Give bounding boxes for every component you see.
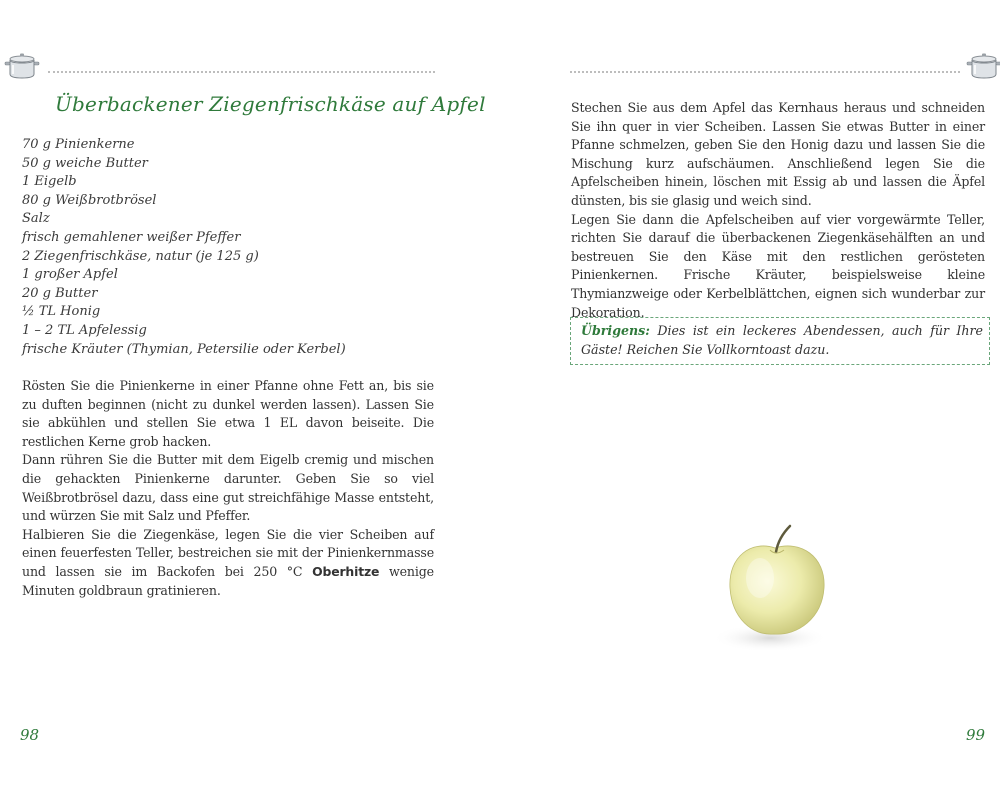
ingredient-item: 50 g weiche Butter bbox=[22, 155, 148, 171]
recipe-title: Überbackener Ziegenfrischkäse auf Apfel bbox=[55, 92, 486, 116]
right-page bbox=[500, 0, 1000, 800]
ingredient-item: 20 g Butter bbox=[22, 285, 98, 301]
instruction-paragraph bbox=[22, 526, 434, 600]
instructions-right bbox=[571, 99, 985, 322]
page-number: 99 bbox=[966, 726, 986, 744]
page-number: 98 bbox=[20, 726, 40, 744]
ingredient-item: ½ TL Honig bbox=[22, 304, 101, 320]
ingredient-item: frisch gemahlener weißer Pfeffer bbox=[22, 229, 241, 245]
header-rule bbox=[48, 71, 435, 73]
instruction-text: wenige Minuten goldbraun gratinieren. bbox=[22, 563, 434, 598]
ingredient-list bbox=[22, 136, 346, 359]
ingredient-item: 80 g Weißbrotbrösel bbox=[22, 192, 157, 208]
instruction-text: Halbieren Sie die Ziegenkäse, legen Sie die vier Scheiben auf einen feuerfesten Teller, bestreichen sie mit der Pinienkernmasse und lassen sie im Backofen bei 250 °C bbox=[22, 526, 434, 579]
ingredient-item: 1 großer Apfel bbox=[22, 267, 118, 283]
ingredient-item: 1 Eigelb bbox=[22, 174, 77, 190]
tip-text: Dies ist ein leckeres Abendessen, auch für Ihre Gäste! Reichen Sie Vollkorntoast dazu. bbox=[581, 323, 983, 357]
tip-label: Übrigens: bbox=[581, 323, 650, 338]
apple-illustration bbox=[700, 520, 850, 670]
cooking-pot-icon bbox=[4, 50, 40, 82]
instructions-left bbox=[22, 377, 434, 600]
instruction-bold-term: Oberhitze bbox=[312, 563, 380, 579]
ingredient-item: 1 – 2 TL Apfelessig bbox=[22, 322, 147, 338]
header-rule bbox=[570, 71, 960, 73]
ingredient-item: 70 g Pinienkerne bbox=[22, 137, 135, 152]
ingredient-item: frische Kräuter (Thymian, Petersilie oder Kerbel) bbox=[22, 341, 346, 357]
tip-box bbox=[570, 317, 990, 365]
ingredient-item: Salz bbox=[22, 211, 50, 227]
instruction-paragraph: Rösten Sie die Pinienkerne in einer Pfanne ohne Fett an, bis sie zu duften beginnen (nicht zu dunkel werden lassen). Lassen Sie sie abkühlen und stellen Sie etwa 1 EL davon beiseite. Die restlichen Kerne grob hacken. bbox=[22, 378, 434, 449]
ingredient-item: 2 Ziegenfrischkäse, natur (je 125 g) bbox=[22, 248, 259, 264]
instruction-paragraph: Stechen Sie aus dem Apfel das Kernhaus heraus und schneiden Sie ihn quer in vier Scheiben. Lassen Sie etwas Butter in einer Pfanne schmelzen, geben Sie den Honig dazu und lassen Sie die Mischung kurz aufschäumen. Anschließend legen Sie die Apfelscheiben hinein, löschen mit Essig ab und lassen die Äpfel dünsten, bis sie glasig und weich sind. bbox=[571, 100, 985, 208]
cooking-pot-icon bbox=[966, 50, 1000, 82]
instruction-paragraph: Dann rühren Sie die Butter mit dem Eigelb cremig und mischen die gehackten Pinienkerne darunter. Geben Sie so viel Weißbrotbrösel dazu, dass eine gut streichfähige Masse entsteht, und würzen Sie mit Salz und Pfeffer. bbox=[22, 452, 434, 524]
instruction-paragraph: Legen Sie dann die Apfelscheiben auf vier vorgewärmte Teller, richten Sie darauf die überbackenen Ziegenkäsehälften an und bestreuen Sie den Käse mit den restlichen gerösteten Pinienkernen. Frische Kräuter, beispielsweise kleine Thymianzweige oder Kerbelblättchen, eignen sich wunderbar zur Dekoration. bbox=[571, 211, 985, 320]
